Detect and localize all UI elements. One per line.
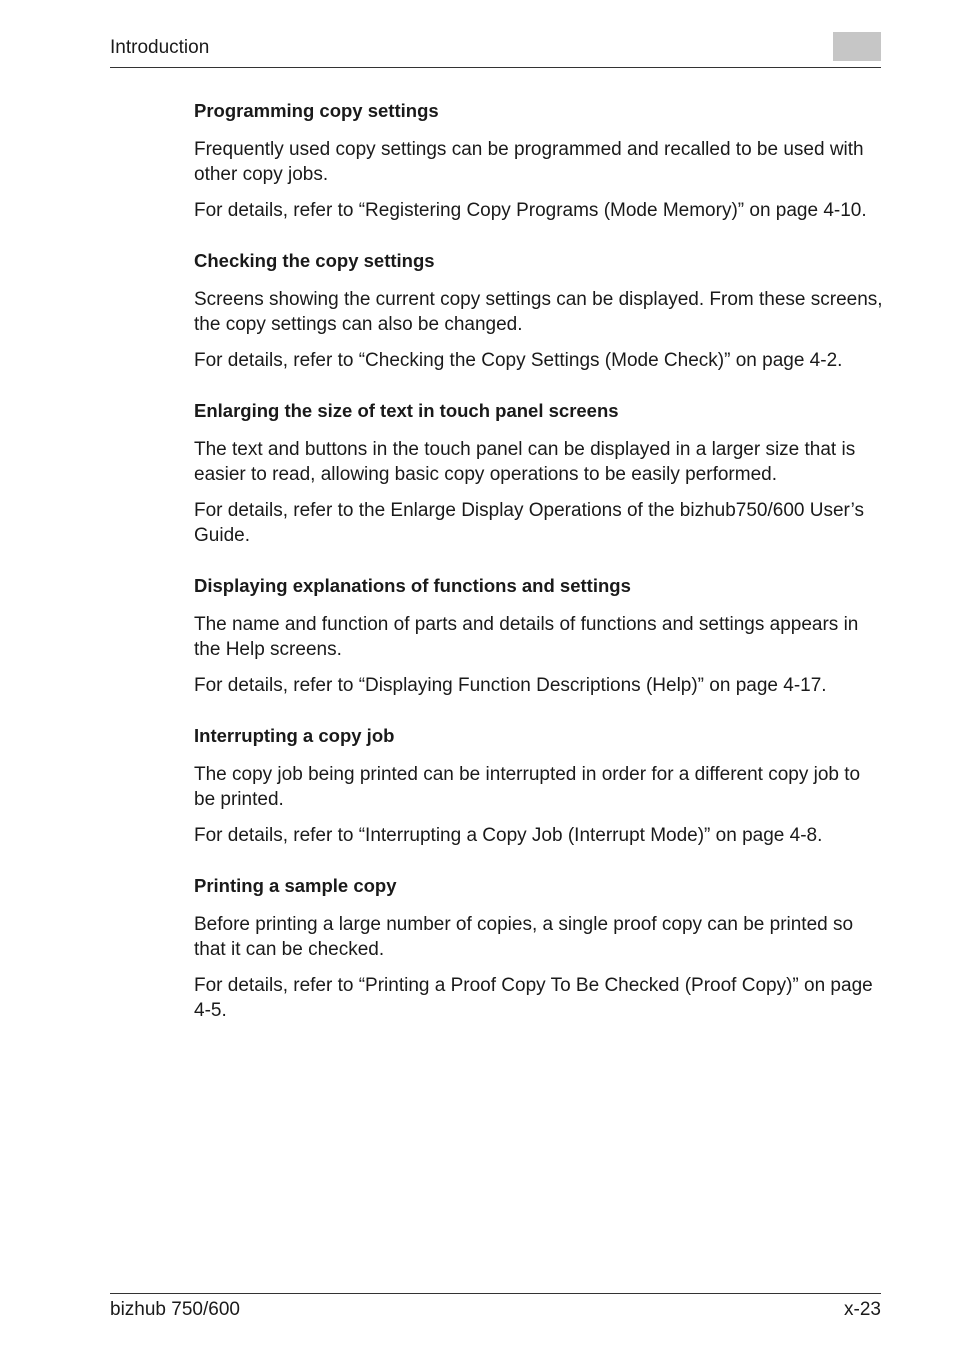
section-reference: For details, refer to the Enlarge Display Operations of the bizhub750/600 User’s Guide. (194, 500, 864, 546)
section-body: Before printing a large number of copies, a single proof copy can be printed so that it can be checked. (194, 914, 854, 960)
section-body: The copy job being printed can be interrupted in order for a different copy job to be printed. (194, 764, 861, 810)
section-checking-copy-settings (194, 249, 884, 373)
section-body: The name and function of parts and details of functions and settings appears in the Help screens. (194, 614, 859, 660)
section-reference: For details, refer to “Interrupting a Copy Job (Interrupt Mode)” on page 4-8. (194, 825, 823, 846)
section-heading: Printing a sample copy (194, 875, 397, 896)
section-reference: For details, refer to “Checking the Copy Settings (Mode Check)” on page 4-2. (194, 350, 843, 371)
section-heading: Enlarging the size of text in touch panel screens (194, 400, 619, 421)
section-programming-copy-settings (194, 99, 884, 223)
section-body: The text and buttons in the touch panel can be displayed in a larger size that is easier to read, allowing basic copy operations to be easily performed. (194, 439, 856, 485)
page-footer (110, 1293, 881, 1320)
section-enlarging-text-size (194, 399, 884, 548)
section-interrupting-copy-job (194, 724, 884, 848)
section-displaying-explanations (194, 574, 884, 698)
chapter-tab-marker (833, 32, 881, 61)
page-number: x-23 (844, 1299, 881, 1320)
page-header (110, 30, 881, 68)
section-reference: For details, refer to “Printing a Proof Copy To Be Checked (Proof Copy)” on page 4-5. (194, 975, 873, 1021)
section-printing-sample-copy (194, 874, 884, 1023)
section-heading: Checking the copy settings (194, 250, 435, 271)
section-heading: Displaying explanations of functions and settings (194, 575, 631, 596)
main-content (194, 99, 884, 1049)
section-body: Screens showing the current copy settings can be displayed. From these screens, the copy settings can also be changed. (194, 289, 883, 335)
section-reference: For details, refer to “Displaying Function Descriptions (Help)” on page 4-17. (194, 675, 827, 696)
section-body: Frequently used copy settings can be programmed and recalled to be used with other copy jobs. (194, 139, 864, 185)
chapter-title: Introduction (110, 37, 210, 58)
section-heading: Interrupting a copy job (194, 725, 395, 746)
product-name: bizhub 750/600 (110, 1299, 240, 1320)
section-reference: For details, refer to “Registering Copy Programs (Mode Memory)” on page 4-10. (194, 200, 867, 221)
section-heading: Programming copy settings (194, 100, 439, 121)
